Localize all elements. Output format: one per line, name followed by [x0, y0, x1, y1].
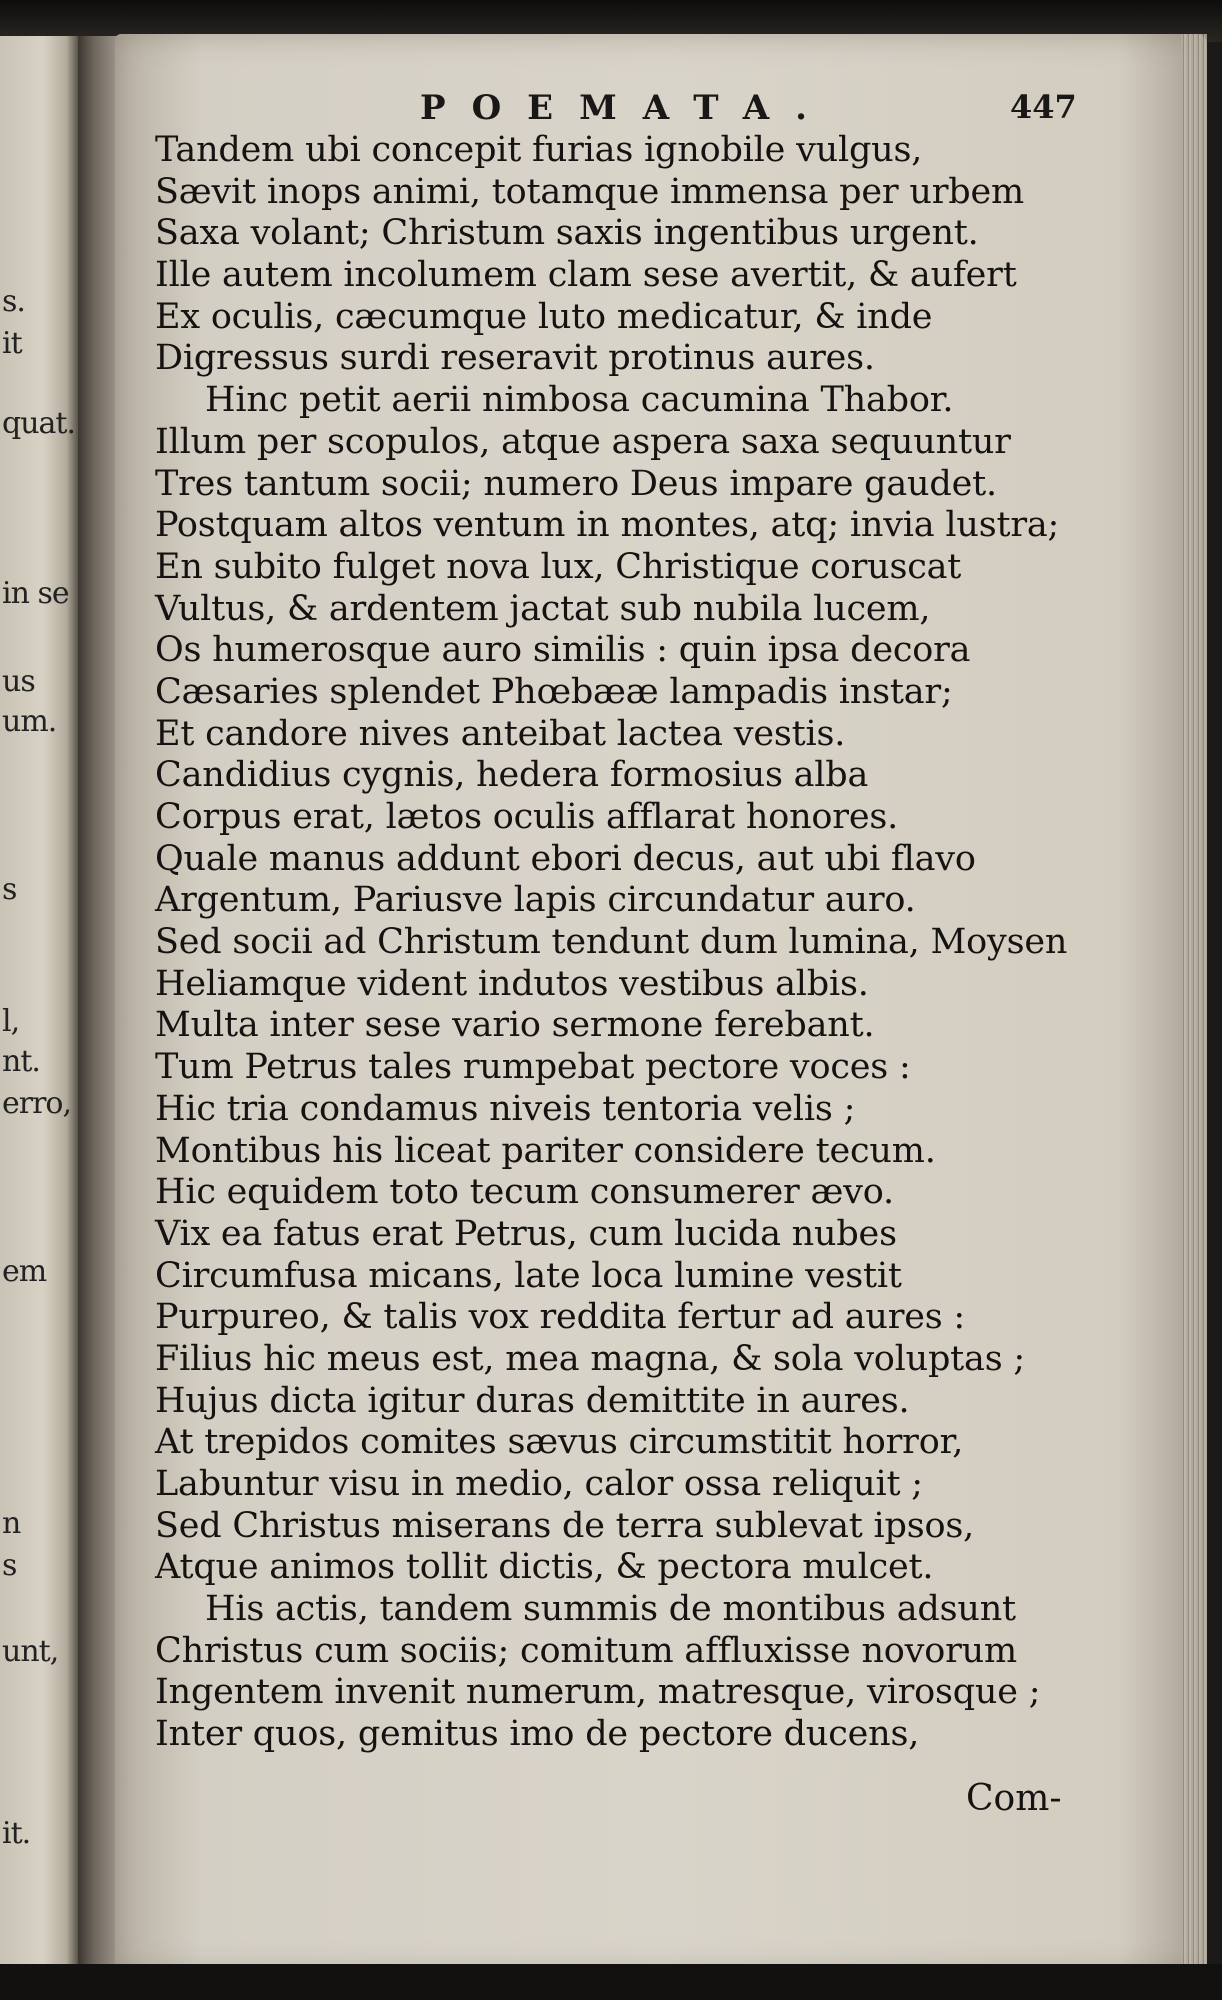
page-edge	[1181, 34, 1207, 1974]
left-page-fragment: unt,	[2, 1634, 59, 1669]
left-page-fragment: l,	[2, 1004, 20, 1039]
verse-line: Argentum, Pariusve lapis circundatur auro.	[155, 880, 916, 921]
left-page-fragment: it.	[2, 1816, 31, 1851]
verse-line: Vix ea fatus erat Petrus, cum lucida nubes	[155, 1213, 897, 1254]
verse-line: Vultus, & ardentem jactat sub nubila lucem,	[155, 588, 931, 629]
verse-line: Multa inter sese vario sermone ferebant.	[155, 1005, 875, 1046]
left-page-fragment: in se	[2, 576, 69, 611]
verse-line: Sed Christus miserans de terra sublevat ipsos,	[155, 1505, 975, 1546]
poem-text	[155, 130, 1095, 1756]
left-page-fragment: s	[2, 1548, 17, 1583]
verse-line: Labuntur visu in medio, calor ossa reliquit ;	[155, 1464, 923, 1504]
verse-line: Montibus his liceat pariter considere tecum.	[155, 1130, 936, 1171]
verse-line: Hic equidem toto tecum consumerer ævo.	[155, 1172, 894, 1213]
verse-line: At trepidos comites sævus circumstitit horror,	[155, 1422, 964, 1463]
book-gutter	[78, 36, 118, 1966]
left-page-fragment: em	[2, 1254, 47, 1289]
verse-line: Tandem ubi concepit furias ignobile vulgus,	[155, 130, 923, 170]
verse-line: Et candore nives anteibat lactea vestis.	[155, 713, 846, 754]
verse-line: Corpus erat, lætos oculis afflarat honores.	[155, 797, 899, 837]
left-page-fragment: us	[2, 664, 35, 699]
verse-line: Hujus dicta igitur duras demittite in aures.	[155, 1380, 910, 1421]
left-page-fragment: it	[2, 326, 22, 361]
left-page-fragment: nt.	[2, 1044, 40, 1079]
verse-line: Quale manus addunt ebori decus, aut ubi flavo	[155, 838, 976, 879]
verse-line: En subito fulget nova lux, Christique coruscat	[155, 546, 962, 587]
verse-line: Sævit inops animi, totamque immensa per urbem	[155, 171, 1024, 212]
verse-line: Hic tria condamus niveis tentoria velis ;	[155, 1088, 856, 1129]
verse-line: Heliamque vident indutos vestibus albis.	[155, 963, 869, 1004]
left-page-fragment: s	[2, 872, 17, 907]
verse-line: Postquam altos ventum in montes, atq; invia lustra;	[155, 505, 1060, 546]
book-binding-bottom	[0, 1964, 1222, 2000]
verse-line: Ingentem invenit numerum, matresque, virosque ;	[155, 1672, 1041, 1713]
running-title: POEMATA.	[420, 88, 833, 128]
verse-line: Tum Petrus tales rumpebat pectore voces :	[155, 1047, 911, 1088]
verse-line: Illum per scopulos, atque aspera saxa sequuntur	[155, 421, 1011, 462]
verse-line: Christus cum sociis; comitum affluxisse novorum	[155, 1630, 1017, 1671]
verse-line: Filius hic meus est, mea magna, & sola voluptas ;	[155, 1338, 1025, 1379]
verse-line: Cæsaries splendet Phœbææ lampadis instar;	[155, 671, 953, 712]
left-page-fragment: s.	[2, 284, 25, 319]
verse-line: Ex oculis, cæcumque luto medicatur, & inde	[155, 296, 933, 337]
verse-line: Circumfusa micans, late loca lumine vestit	[155, 1255, 902, 1296]
catchword: Com-	[966, 1778, 1062, 1819]
verse-line: Candidius cygnis, hedera formosius alba	[155, 755, 869, 796]
verse-line: Saxa volant; Christum saxis ingentibus urgent.	[155, 213, 979, 254]
left-page-fragment: n	[2, 1506, 21, 1541]
verse-line: Tres tantum socii; numero Deus impare gaudet.	[155, 463, 997, 504]
left-page-fragment: quat.	[2, 406, 76, 441]
verse-line: Os humerosque auro similis : quin ipsa decora	[155, 630, 971, 671]
left-page-fragment: um.	[2, 704, 57, 739]
verse-line: Digressus surdi reseravit protinus aures.	[155, 338, 875, 379]
verse-line: His actis, tandem summis de montibus adsunt	[205, 1589, 1016, 1630]
verse-line: Sed socii ad Christum tendunt dum lumina, Moysen	[155, 922, 1068, 963]
left-page-fragment: erro,	[2, 1086, 72, 1121]
verse-line: Inter quos, gemitus imo de pectore ducens,	[155, 1714, 920, 1755]
verse-line: Hinc petit aerii nimbosa cacumina Thabor.	[205, 380, 954, 421]
page-number: 447	[1010, 88, 1077, 126]
verse-line: Ille autem incolumem clam sese avertit, & aufert	[155, 255, 1017, 296]
left-facing-page	[0, 36, 78, 1966]
verse-line: Purpureo, & talis vox reddita fertur ad aures :	[155, 1297, 966, 1338]
verse-line: Atque animos tollit dictis, & pectora mulcet.	[155, 1547, 934, 1588]
